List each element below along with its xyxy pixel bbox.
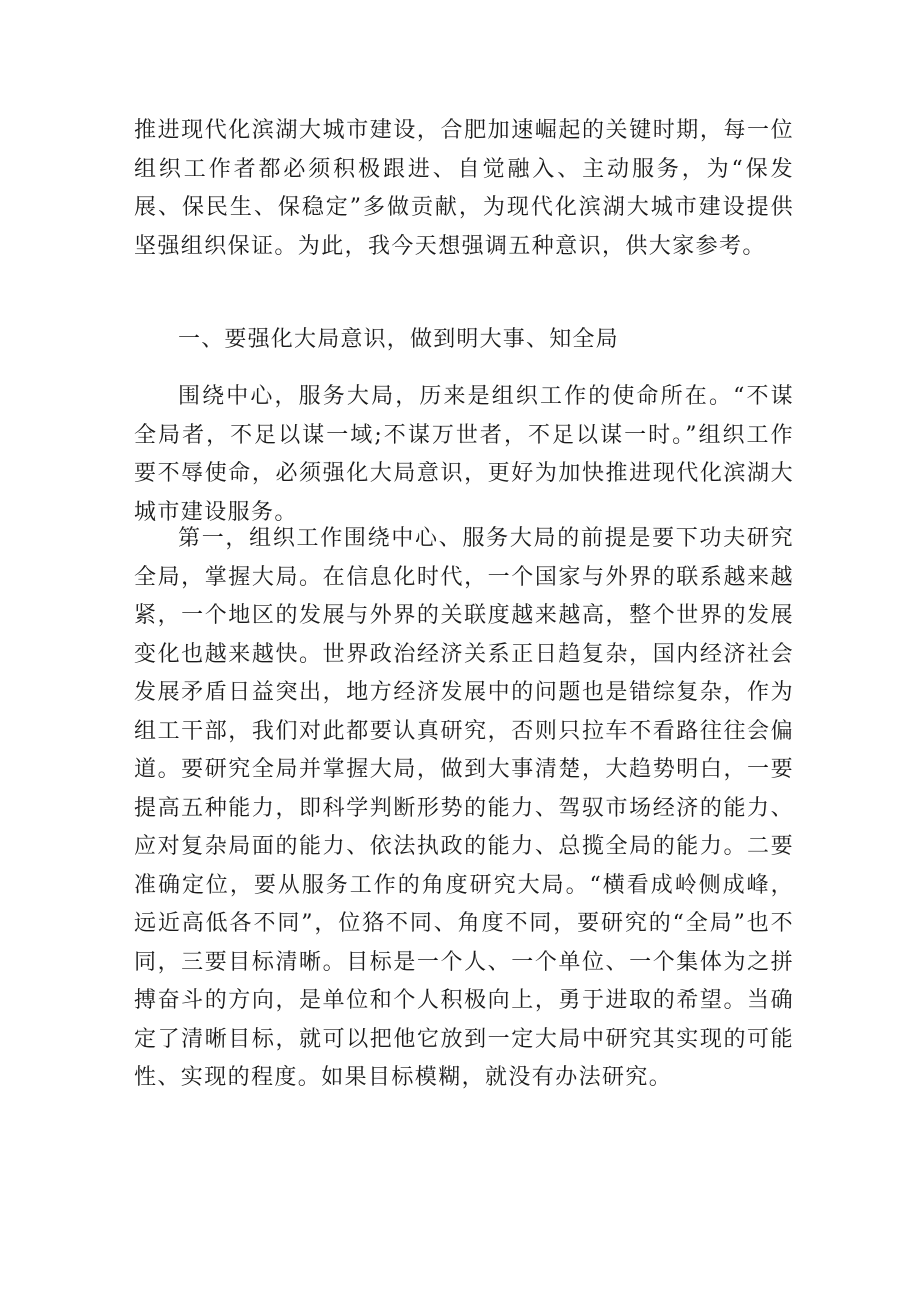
- paragraph-2: 第一，组织工作围绕中心、服务大局的前提是要下功夫研究全局，掌握大局。在信息化时代，一个国家与外界的联系越来越紧，一个地区的发展与外界的关联度越来越高，整个世界的发展变化也越来越快。世界政治经济关系正日趋复杂，国内经济社会发展矛盾日益突出，地方经济发展中的问题也是错综复杂，作为组工干部，我们对此都要认真研究，否则只拉车不看路往往会偏道。要研究全局并掌握大局，做到大事清楚，大趋势明白，一要提高五种能力，即科学判断形势的能力、驾驭市场经济的能力、应对复杂局面的能力、依法执政的能力、总揽全局的能力。二要准确定位，要从服务工作的角度研究大局。“横看成岭侧成峰，远近高低各不同”，位狢不同、角度不同，要研究的“全局”也不同，三要目标清晰。目标是一个人、一个单位、一个集体为之拼搏奋斗的方向，是单位和个人积极向上，勇于进取的希望。当确定了清晰目标，就可以把他它放到一定大局中研究其实现的可能性、实现的程度。如果目标模糊，就没有办法研究。: [134, 526, 794, 1090]
- paragraph-1: 围绕中心，服务大局，历来是组织工作的使命所在。“不谋全局者，不足以谋一域;不谋万世者，不足以谋一时。”组织工作要不辱使命，必须强化大局意识，更好为加快推进现代化滨湖大城市建设服务。: [134, 384, 794, 525]
- intro-paragraph-block: [134, 112, 794, 266]
- section-heading-block: [134, 321, 794, 360]
- paragraph-1-block: [134, 378, 794, 532]
- section-heading: 一、要强化大局意识，做到明大事、知全局: [178, 327, 619, 352]
- paragraph-2-block: [134, 520, 794, 1098]
- intro-paragraph: 推进现代化滨湖大城市建设，合肥加速崛起的关键时期，每一位组织工作者都必须积极跟进、自觉融入、主动服务，为“保发展、保民生、保稳定”多做贡献，为现代化滨湖大城市建设提供坚强组织保证。为此，我今天想强调五种意识，供大家参考。: [134, 118, 794, 259]
